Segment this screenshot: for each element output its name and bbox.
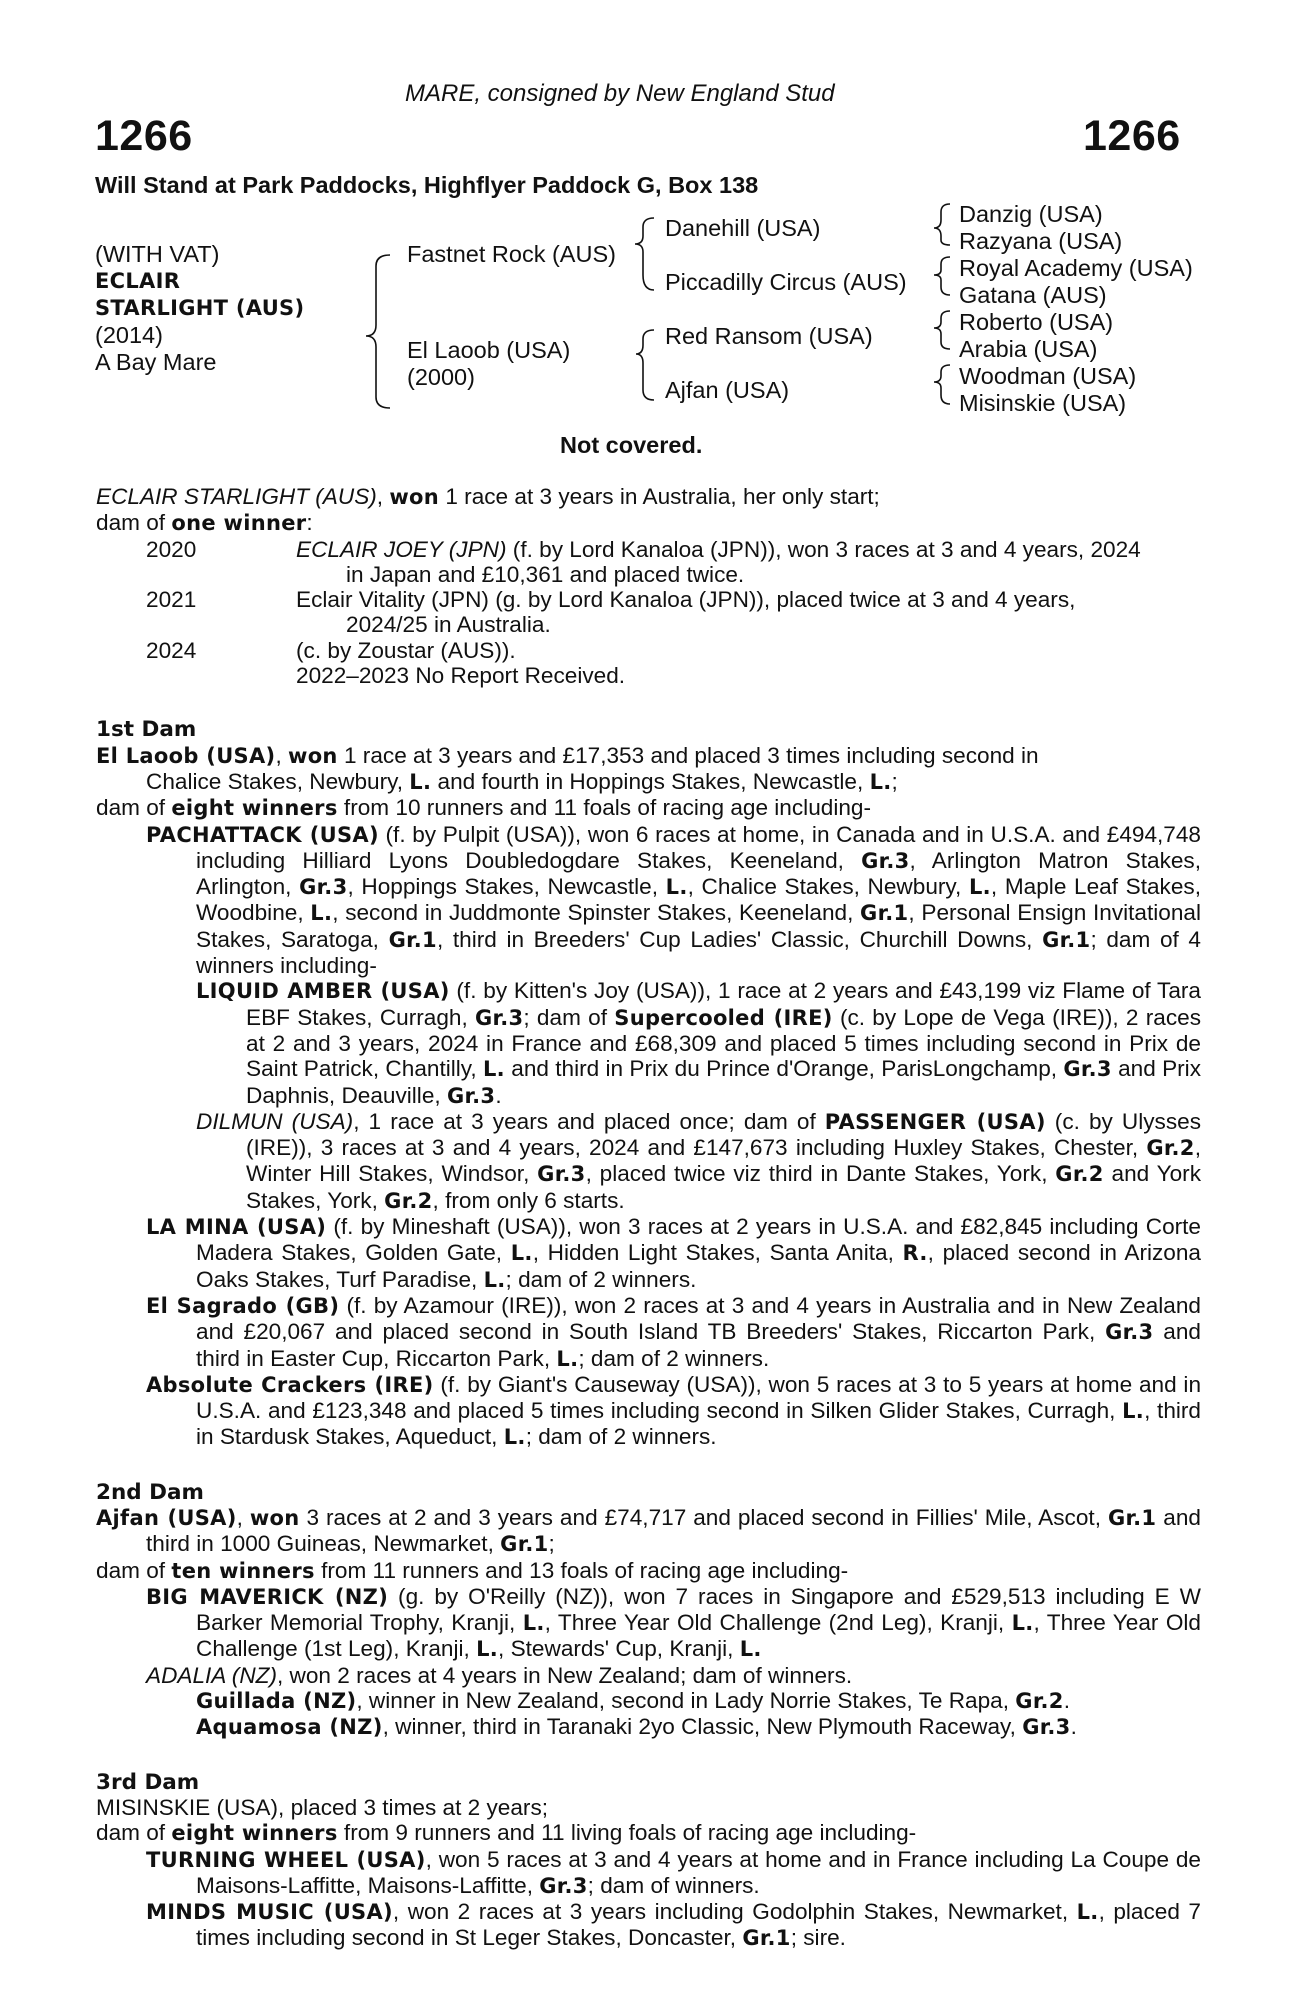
dam: El Laoob (USA) — [407, 337, 571, 363]
bracket-g3 — [934, 311, 950, 349]
bracket-g4 — [934, 365, 950, 404]
bracket-horse — [366, 255, 390, 408]
first-dam-dam-of: dam of eight winners from 10 runners and 11 foals of racing age including- — [96, 795, 871, 821]
gg-7: Woodman (USA) — [959, 363, 1137, 389]
gg-1: Danzig (USA) — [959, 201, 1103, 227]
produce-entry-el-sagrado: El Sagrado (GB) (f. by Azamour (IRE)), won 2 races at 3 and 4 years in Australia and in New Zealand and £20,067 and placed second in South Island TB Breeders' Stakes, Riccarton Park, Gr.3 and third in Easter Cup, Riccarton Park, L.; dam of 2 winners. — [146, 1292, 1201, 1371]
third-dam-intro: MISINSKIE (USA), placed 3 times at 2 years; — [96, 1794, 549, 1820]
produce-entry-minds-music: MINDS MUSIC (USA), won 2 races at 3 years including Godolphin Stakes, Newmarket, L., placed 7 times including second in St Leger Stakes, Doncaster, Gr.1; sire. — [146, 1899, 1201, 1951]
vat-label: (WITH VAT) — [95, 241, 220, 267]
produce-entry-pachattack: PACHATTACK (USA) (f. by Pulpit (USA)), won 6 races at home, in Canada and in U.S.A. and £494,748 including Hilliard Lyons Doubledogdare Stakes, Keeneland, Gr.3, Arlington Matron Stakes, Arlington, Gr.3, Hoppings Stakes, Newcastle, L., Chalice Stakes, Newbury, L., Maple Leaf Stakes, Woodbine, L., second in Juddmonte Spinster Stakes, Keeneland, Gr.1, Personal Ensign Invitational Stakes, Saratoga, Gr.1, third in Breeders' Cup Ladies' Classic, Churchill Downs, Gr.1; dam of 4 winners including- — [146, 821, 1202, 979]
gg-8: Misinskie (USA) — [959, 390, 1127, 416]
produce-row: 2021 Eclair Vitality (JPN) (g. by Lord Kanaloa (JPN)), placed twice at 3 and 4 years, 2024/25 in Australia. — [146, 587, 1076, 638]
first-dam-heading: 1st Dam — [96, 717, 197, 743]
produce-entry-guillada: Guillada (NZ), winner in New Zealand, second in Lady Norrie Stakes, Te Rapa, Gr.2. — [196, 1688, 1070, 1714]
produce-entry-big-maverick: BIG MAVERICK (NZ) (g. by O'Reilly (NZ)), won 7 races in Singapore and £529,513 including E W Barker Memorial Trophy, Kranji, L., Three Year Old Challenge (2nd Leg), Kranji, L., Three Year Old Challenge (1st Leg), Kranji, L., Stewards' Cup, Kranji, L. — [146, 1583, 1201, 1662]
horse-name-line1: ECLAIR — [95, 269, 181, 293]
gg-4: Gatana (AUS) — [959, 282, 1107, 308]
produce-entry-absolute-crackers: Absolute Crackers (IRE) (f. by Giant's Causeway (USA)), won 5 races at 3 to 5 years at home and in U.S.A. and £123,348 and placed 5 times including second in Silken Glider Stakes, Curragh, L., third in Stardusk Stakes, Aqueduct, L.; dam of 2 winners. — [146, 1371, 1202, 1450]
sire-sire: Danehill (USA) — [665, 215, 821, 241]
produce-intro: ECLAIR STARLIGHT (AUS), won 1 race at 3 years in Australia, her only start; — [96, 484, 880, 509]
produce-entry-aquamosa: Aquamosa (NZ), winner, third in Taranaki 2yo Classic, New Plymouth Raceway, Gr.3. — [196, 1714, 1077, 1740]
third-dam-dam-of: dam of eight winners from 9 runners and 11 living foals of racing age including- — [96, 1820, 917, 1846]
produce-entry-dilmun: DILMUN (USA), 1 race at 3 years and placed once; dam of PASSENGER (USA) (c. by Ulysses (IRE)), 3 races at 3 and 4 years, 2024 and £147,673 including Huxley Stakes, Chester, Gr.2, Winter Hill Stakes, Windsor, Gr.3, placed twice viz third in Dante Stakes, York, Gr.2 and York Stakes, York, Gr.2, from only 6 starts. — [196, 1108, 1202, 1213]
consignment-line: MARE, consigned by New England Stud — [405, 80, 835, 107]
lot-number-left: 1266 — [95, 112, 193, 160]
first-dam-line: El Laoob (USA), won 1 race at 3 years and £17,353 and placed 3 times including second in — [96, 742, 1039, 768]
horse-year: (2014) — [95, 322, 163, 348]
produce-entry-adalia: ADALIA (NZ), won 2 races at 4 years in New Zealand; dam of winners. — [146, 1662, 853, 1688]
sire: Fastnet Rock (AUS) — [407, 241, 616, 267]
bracket-g1 — [934, 204, 950, 245]
second-dam-dam-of: dam of ten winners from 11 runners and 13 foals of racing age including- — [96, 1557, 849, 1583]
catalogue-body — [96, 484, 1201, 1952]
produce-row: 2024 (c. by Zoustar (AUS)). 2022–2023 No Report Received. — [146, 637, 626, 689]
produce-entry-turning-wheel: TURNING WHEEL (USA), won 5 races at 3 and 4 years at home and in France including La Coupe de Maisons-Laffitte, Maisons-Laffitte, Gr.3; dam of winners. — [146, 1846, 1201, 1898]
gg-3: Royal Academy (USA) — [959, 255, 1193, 281]
third-dam-heading: 3rd Dam — [96, 1769, 200, 1795]
dam-sire: Red Ransom (USA) — [665, 323, 873, 349]
dam-year: (2000) — [407, 364, 475, 390]
bracket-dam — [636, 330, 654, 400]
gg-6: Arabia (USA) — [959, 336, 1098, 362]
produce-entry-liquid-amber: LIQUID AMBER (USA) (f. by Kitten's Joy (USA)), 1 race at 2 years and £43,199 viz Flame of Tara EBF Stakes, Curragh, Gr.3; dam of Supercooled (IRE) (c. by Lope de Vega (IRE)), 2 races at 2 and 3 years, 2024 in France and £68,309 and placed 5 times including second in Prix de Saint Patrick, Chantilly, L. and third in Prix du Prince d'Orange, ParisLongchamp, Gr.3 and Prix Daphnis, Deauville, Gr.3. — [196, 978, 1201, 1108]
bracket-sire — [635, 218, 654, 290]
first-dam-line2: Chalice Stakes, Newbury, L. and fourth in Hoppings Stakes, Newcastle, L.; — [146, 768, 898, 794]
cover-status: Not covered. — [560, 432, 703, 458]
sire-dam: Piccadilly Circus (AUS) — [665, 269, 907, 295]
lot-number-right: 1266 — [1083, 112, 1181, 160]
pedigree-brackets — [0, 0, 1315, 420]
gg-2: Razyana (USA) — [959, 228, 1123, 254]
dam-dam: Ajfan (USA) — [665, 377, 790, 403]
bracket-g2 — [934, 257, 950, 295]
stand-location: Will Stand at Park Paddocks, Highflyer Paddock G, Box 138 — [95, 172, 759, 198]
produce-dam-of: dam of one winner: — [96, 510, 313, 536]
horse-description: A Bay Mare — [95, 349, 217, 375]
produce-row: 2020 ECLAIR JOEY (JPN) (f. by Lord Kanaloa (JPN)), won 3 races at 3 and 4 years, 2024 in Japan and £10,361 and placed twice. — [146, 536, 1141, 587]
gg-5: Roberto (USA) — [959, 309, 1114, 335]
second-dam-line: Ajfan (USA), won 3 races at 2 and 3 years and £74,717 and placed second in Fillies' Mile, Ascot, Gr.1 and third in 1000 Guineas, Newmarket, Gr.1; — [96, 1504, 1201, 1557]
horse-name-line2: STARLIGHT (AUS) — [95, 296, 305, 320]
second-dam-heading: 2nd Dam — [96, 1479, 204, 1505]
produce-entry-la-mina: LA MINA (USA) (f. by Mineshaft (USA)), won 3 races at 2 years in U.S.A. and £82,845 including Corte Madera Stakes, Golden Gate, L., Hidden Light Stakes, Santa Anita, R., placed second in Arizona Oaks Stakes, Turf Paradise, L.; dam of 2 winners. — [146, 1214, 1201, 1292]
